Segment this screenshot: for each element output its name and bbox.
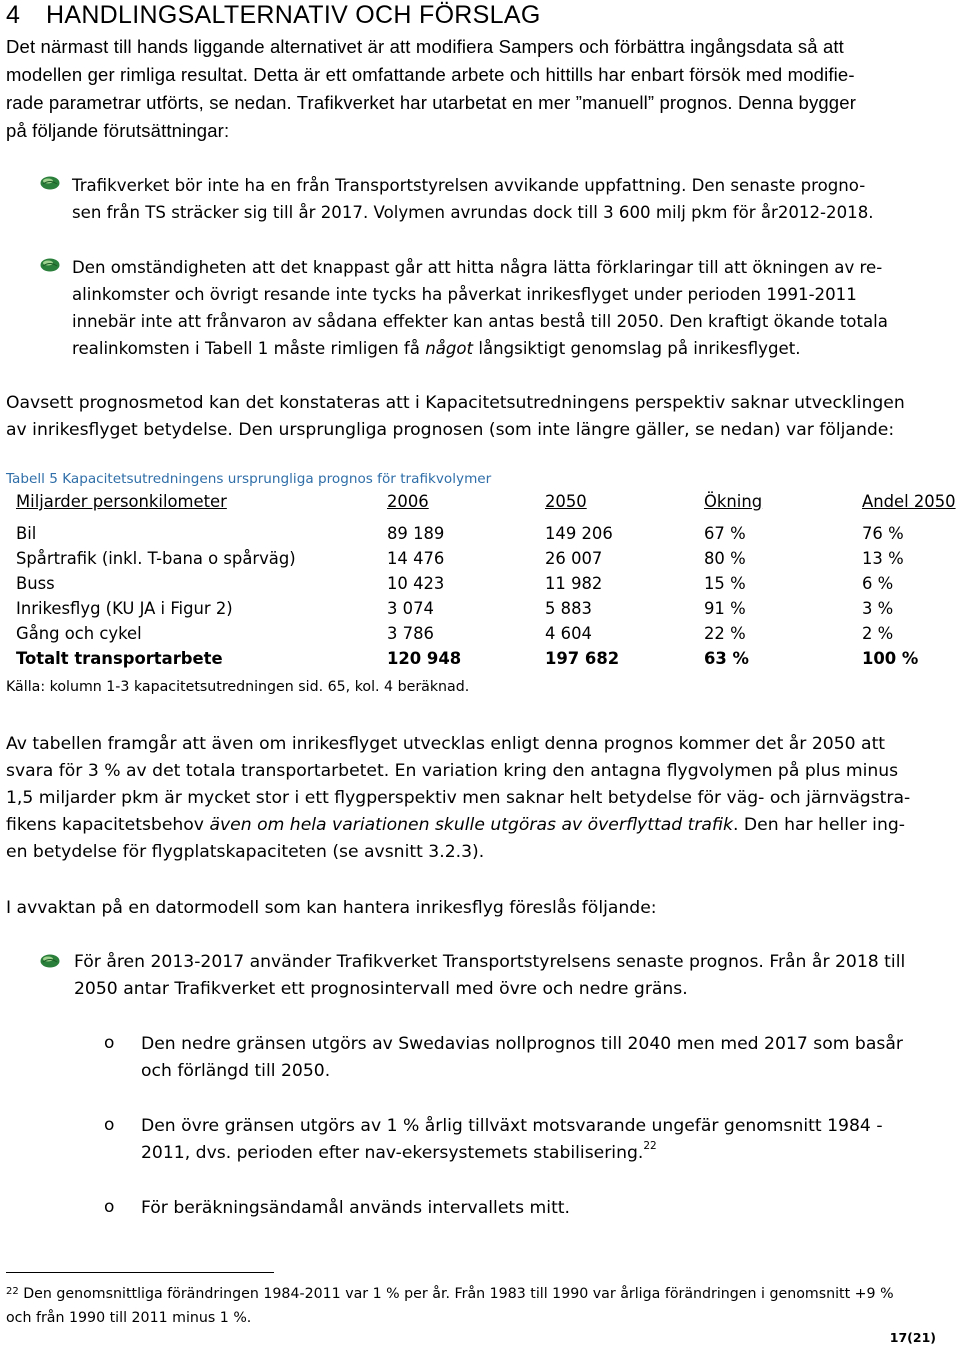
subitem-1-line-1: Den nedre gränsen utgörs av Swedavias nollprognos till 2040 men med 2017 som basår bbox=[141, 1034, 903, 1054]
table-cell: 3 786 bbox=[387, 624, 434, 643]
table-header-cell: Andel 2050 bbox=[862, 492, 956, 511]
table-cell: 149 206 bbox=[545, 524, 613, 543]
table-cell: 15 % bbox=[704, 574, 746, 593]
table-source: Källa: kolumn 1-3 kapacitetsutredningen sid. 65, kol. 4 beräknad. bbox=[6, 679, 470, 695]
sub-bullet-marker: o bbox=[104, 1033, 115, 1053]
table-cell: 76 % bbox=[862, 524, 904, 543]
para3-line-1: Av tabellen framgår att även om inrikesflyget utvecklas enligt denna prognos kommer det år 2050 att bbox=[6, 734, 886, 754]
table-header-cell: 2006 bbox=[387, 492, 429, 511]
intro-line-2: modellen ger rimliga resultat. Detta är ett omfattande arbete och hittills har enbart försök med modifie- bbox=[6, 64, 855, 85]
sub-bullet-marker: o bbox=[104, 1115, 115, 1135]
table-cell: 120 948 bbox=[387, 649, 462, 668]
para3-line-4b: . Den har heller ing- bbox=[733, 815, 905, 835]
table-cell: 22 % bbox=[704, 624, 746, 643]
table-cell: Gång och cykel bbox=[16, 624, 142, 643]
footnote-divider bbox=[6, 1272, 274, 1273]
globe-bullet-icon bbox=[40, 953, 60, 967]
table-header-cell: Miljarder personkilometer bbox=[16, 492, 227, 511]
table-cell: 2 % bbox=[862, 624, 894, 643]
table-cell: 26 007 bbox=[545, 549, 603, 568]
table-cell: Spårtrafik (inkl. T-bana o spårväg) bbox=[16, 549, 296, 568]
table-header-cell: 2050 bbox=[545, 492, 587, 511]
table-cell: 14 476 bbox=[387, 549, 445, 568]
table-cell: 3 074 bbox=[387, 599, 434, 618]
table-cell: 13 % bbox=[862, 549, 904, 568]
table-caption: Tabell 5 Kapacitetsutredningens ursprungliga prognos för trafikvolymer bbox=[6, 471, 492, 487]
intro-line-3 bbox=[6, 89, 954, 118]
table-cell: Bil bbox=[16, 524, 37, 543]
table-cell: 89 189 bbox=[387, 524, 445, 543]
table-cell: Totalt transportarbete bbox=[16, 649, 223, 668]
table-cell: 197 682 bbox=[545, 649, 620, 668]
bullet-2-line-1: Den omständigheten att det knappast går att hitta några lätta förklaringar till att ökningen av re- bbox=[72, 258, 883, 277]
table-cell: 10 423 bbox=[387, 574, 445, 593]
intro-line-3a: rade parametrar utförts, se nedan. Trafikverket har utarbetat en mer ”manuell” prognos. bbox=[6, 92, 733, 113]
table-cell: 67 % bbox=[704, 524, 746, 543]
subitem-2-line-2 bbox=[141, 1140, 954, 1169]
globe-bullet-icon bbox=[40, 257, 60, 271]
table-cell: 6 % bbox=[862, 574, 894, 593]
table-cell: 91 % bbox=[704, 599, 746, 618]
footnote-line-1-text: Den genomsnittliga förändringen 1984-2011 var 1 % per år. Från 1983 till 1990 var årliga förändringen i genomsnitt +9 % bbox=[18, 1286, 894, 1302]
section-title: HANDLINGSALTERNATIV OCH FÖRSLAG bbox=[46, 1, 541, 29]
section-heading bbox=[6, 0, 541, 30]
bullet-2-line-2: alinkomster och övrigt resande inte tycks ha påverkat inrikesflyget under perioden 1991-2011 bbox=[72, 285, 857, 304]
footnote bbox=[6, 1283, 954, 1329]
globe-bullet-icon bbox=[40, 175, 60, 189]
bullet-3-line-2: 2050 antar Trafikverket ett prognosintervall med övre och nedre gräns. bbox=[74, 979, 688, 999]
bullet-1-line-1: Trafikverket bör inte ha en från Transportstyrelsen avvikande uppfattning. Den senaste progno- bbox=[72, 176, 866, 195]
table-cell: 100 % bbox=[862, 649, 919, 668]
bullet-1-line-2: sen från TS sträcker sig till år 2017. Volymen avrundas dock till 3 600 milj pkm för år2012-2018. bbox=[72, 203, 874, 222]
bullet-2-line-4b: långsiktigt genomslag på inrikesflyget. bbox=[473, 339, 801, 358]
table-cell: 80 % bbox=[704, 549, 746, 568]
table-header-cell: Ökning bbox=[704, 492, 763, 511]
table-cell: Inrikesflyg (KU JA i Figur 2) bbox=[16, 599, 233, 618]
para2-line-2: av inrikesflyget betydelse. Den ursprungliga prognosen (som inte längre gäller, se nedan) var följande: bbox=[6, 420, 895, 440]
intro-line-3b: Denna bygger bbox=[732, 92, 856, 113]
para3-line-2: svara för 3 % av det totala transportarbetet. En variation kring den antagna flygvolymen på plus minus bbox=[6, 761, 899, 781]
bullet-2-line-4 bbox=[72, 335, 954, 362]
table-cell: Buss bbox=[16, 574, 55, 593]
bullet-2-line-4a: realinkomsten i Tabell 1 måste rimligen få bbox=[72, 339, 426, 358]
para3-line-4 bbox=[6, 812, 954, 839]
table-cell: 5 883 bbox=[545, 599, 592, 618]
footnote-ref: 22 bbox=[643, 1140, 657, 1152]
section-number: 4 bbox=[6, 1, 21, 29]
para4: I avvaktan på en datormodell som kan hantera inrikesflyg föreslås följande: bbox=[6, 898, 657, 918]
subitem-1-line-2: och förlängd till 2050. bbox=[141, 1061, 331, 1081]
para3-line-5: en betydelse för flygplatskapaciteten (se avsnitt 3.2.3). bbox=[6, 842, 485, 862]
para3-line-4-italic: även om hela variationen skulle utgöras av överflyttad trafik bbox=[209, 815, 733, 835]
table-cell: 63 % bbox=[704, 649, 749, 668]
intro-line-4: på följande förutsättningar: bbox=[6, 120, 230, 141]
footnote-number: 22 bbox=[6, 1286, 19, 1297]
bullet-3-line-1: För åren 2013-2017 använder Trafikverket Transportstyrelsens senaste prognos. Från år 2018 till bbox=[74, 952, 906, 972]
bullet-2-line-3: innebär inte att frånvaron av sådana effekter kan antas bestå till 2050. Den kraftigt ökande totala bbox=[72, 312, 888, 331]
sub-bullet-marker: o bbox=[104, 1197, 115, 1217]
footnote-line-1 bbox=[6, 1283, 954, 1307]
subitem-3-line-1: För beräkningsändamål används intervallets mitt. bbox=[141, 1198, 571, 1218]
subitem-2-line-1: Den övre gränsen utgörs av 1 % årlig tillväxt motsvarande ungefär genomsnitt 1984 - bbox=[141, 1116, 883, 1136]
intro-line-1: Det närmast till hands liggande alternativet är att modifiera Sampers och förbättra ingångsdata så att bbox=[6, 36, 844, 57]
para2-line-1: Oavsett prognosmetod kan det konstateras att i Kapacitetsutredningens perspektiv saknar utvecklingen bbox=[6, 393, 905, 413]
page-number: 17(21) bbox=[889, 1330, 936, 1345]
para3-line-3: 1,5 miljarder pkm är mycket stor i ett flygperspektiv men saknar helt betydelse för väg- och järnvägstra- bbox=[6, 788, 911, 808]
table-cell: 11 982 bbox=[545, 574, 603, 593]
table-cell: 4 604 bbox=[545, 624, 592, 643]
para3-line-4a: fikens kapacitetsbehov bbox=[6, 815, 210, 835]
table-cell: 3 % bbox=[862, 599, 894, 618]
bullet-2-line-4-italic: något bbox=[425, 339, 474, 358]
subitem-2-line-2-text: 2011, dvs. perioden efter nav-ekersystemets stabilisering. bbox=[141, 1143, 644, 1163]
footnote-line-2: och från 1990 till 2011 minus 1 %. bbox=[6, 1310, 252, 1326]
